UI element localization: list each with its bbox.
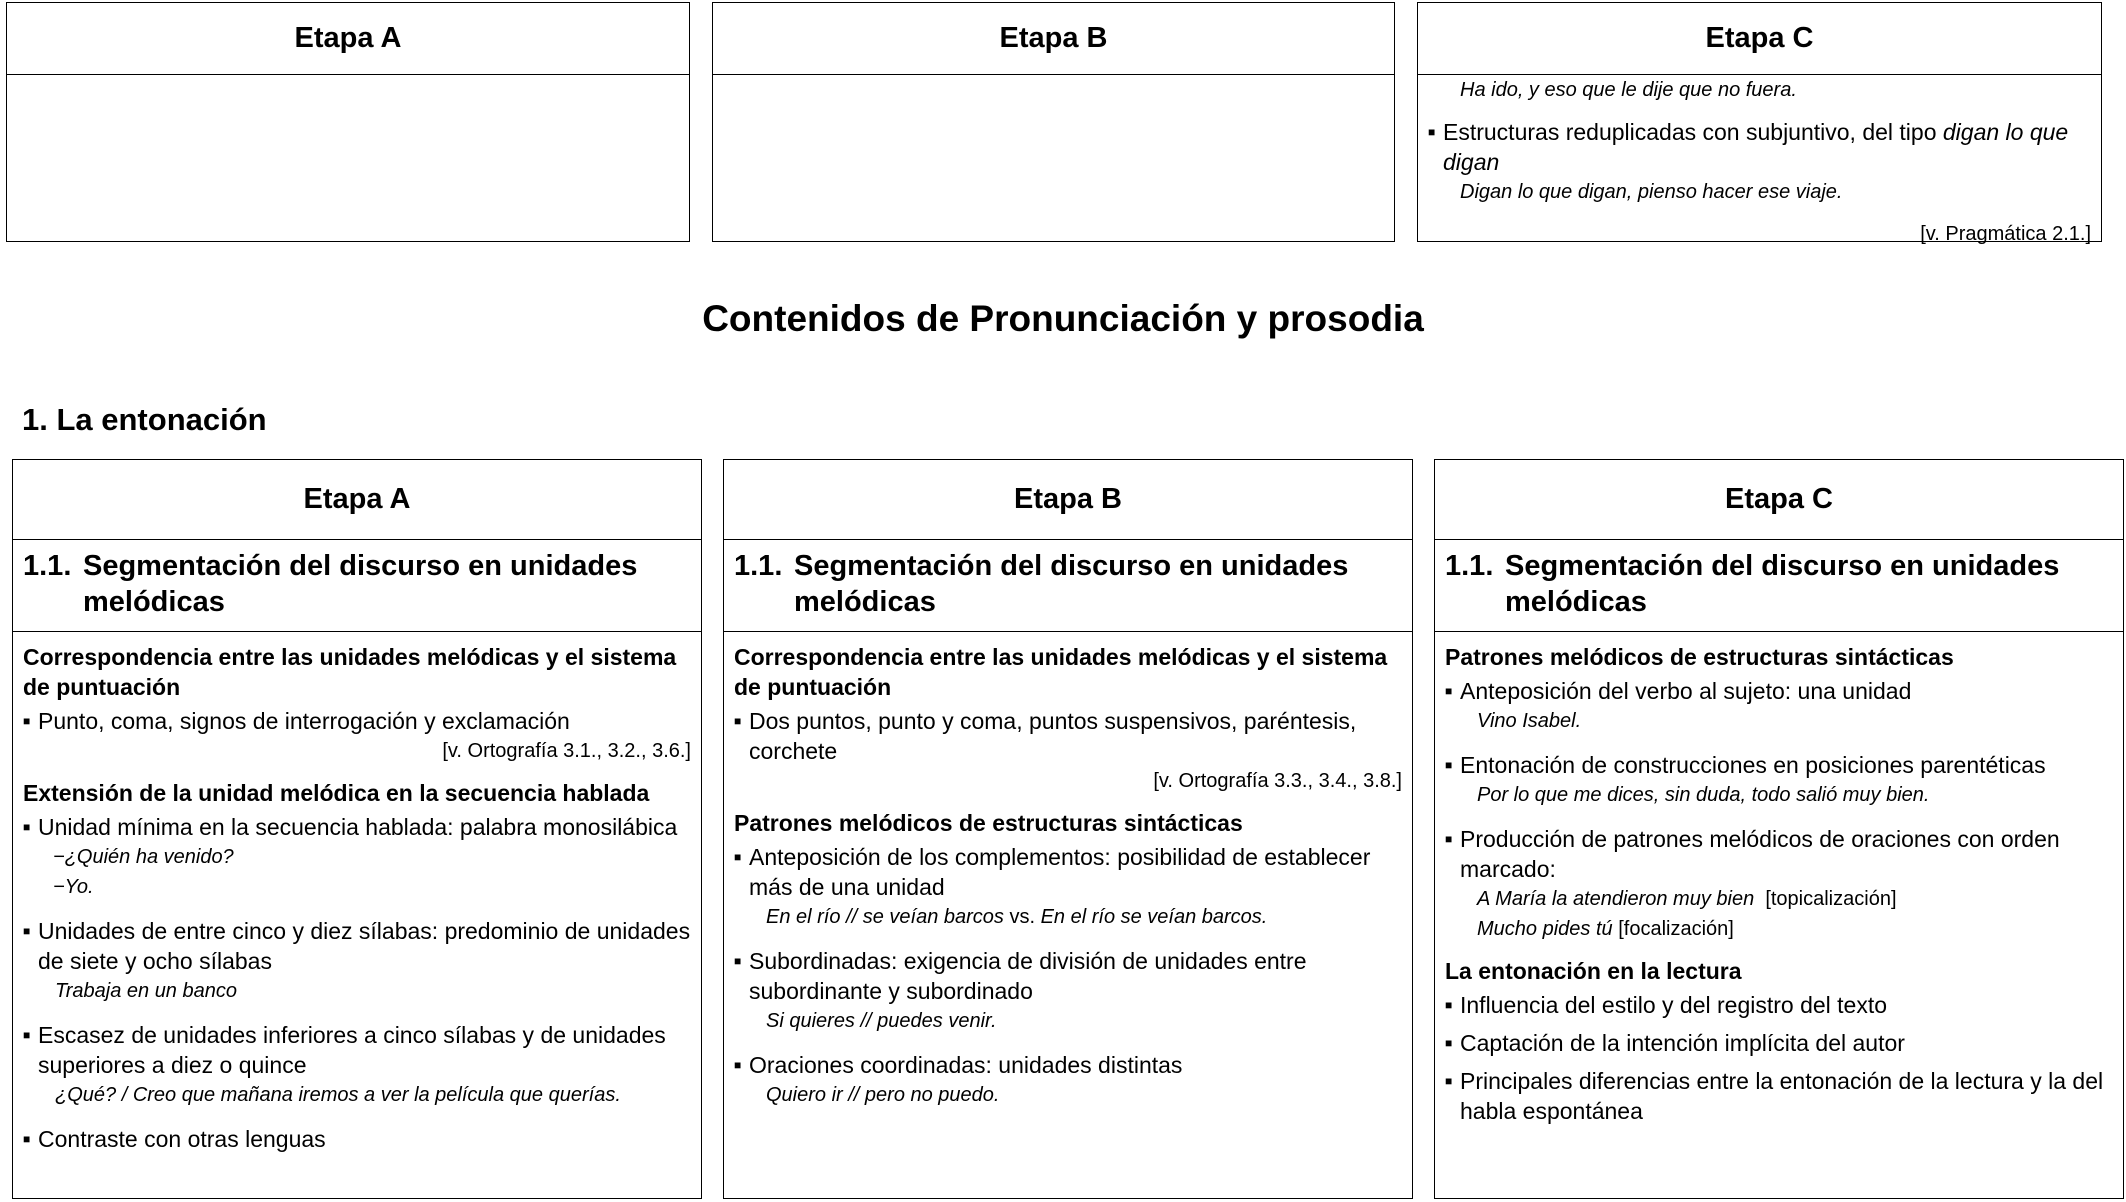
col-b-header: Etapa B: [724, 460, 1412, 540]
col-a-item-2: ■ Unidad mínima en la secuencia hablada: palabra monosilábica: [23, 812, 691, 842]
col-c-category-2: La entonación en la lectura: [1445, 958, 1742, 984]
col-c-sub-number: 1.1.: [1445, 550, 1494, 582]
col-c-sub-title: Segmentación del discurso en unidades melódicas: [1505, 550, 2060, 618]
col-b-example-4: Quiero ir // pero no puedo.: [766, 1084, 1000, 1106]
top-col-a: [6, 2, 690, 242]
col-c-example-1: Vino Isabel.: [1477, 710, 1582, 732]
col-c-item-2: ■ Entonación de construcciones en posiciones parentéticas: [1445, 750, 2113, 780]
col-a-item-5: ■ Contraste con otras lenguas: [23, 1124, 691, 1154]
col-c-example-3b: [1445, 914, 2113, 944]
col-b-sub-title: Segmentación del discurso en unidades melódicas: [794, 550, 1349, 618]
col-c-example-3a-text: A María la atendieron muy bien: [1477, 888, 1755, 910]
top-example-1: Ha ido, y eso que le dije que no fuera.: [1460, 79, 1797, 101]
col-c-example-3a: [1445, 884, 2113, 914]
col-a-example-2b: −Yo.: [53, 876, 94, 898]
col-b-category-1: Correspondencia entre las unidades melódicas y el sistema de puntuación: [734, 644, 1388, 700]
col-a-example-4: ¿Qué? / Creo que mañana iremos a ver la película que querías.: [55, 1084, 621, 1106]
top-col-a-header: Etapa A: [7, 3, 689, 75]
col-c-header: Etapa C: [1435, 460, 2123, 540]
col-a-item-3: ■ Unidades de entre cinco y diez sílabas: predominio de unidades de siete y ocho sílabas: [23, 916, 691, 976]
entonacion-title: 1. La entonación: [22, 402, 267, 437]
col-b-sub-number: 1.1.: [734, 550, 783, 582]
col-a-example-3: Trabaja en un banco: [55, 980, 237, 1002]
col-b-example-3: Si quieres // puedes venir.: [766, 1010, 997, 1032]
section-title: Contenidos de Pronunciación y prosodia: [702, 298, 1424, 339]
col-a-sub-title: Segmentación del discurso en unidades melódicas: [83, 550, 638, 618]
col-c-item-5: ■ Captación de la intención implícita del autor: [1445, 1028, 2113, 1058]
col-b-item-4: ■ Oraciones coordinadas: unidades distintas: [734, 1050, 1402, 1080]
top-item-text: Estructuras reduplicadas con subjuntivo, del tipo: [1443, 119, 1943, 145]
col-b-subheading: [724, 540, 1412, 632]
col-c-item-3: ■ Producción de patrones melódicos de oraciones con orden marcado:: [1445, 824, 2113, 884]
top-item-italic: digan lo que digan: [1443, 119, 2069, 175]
col-a: [12, 459, 702, 1199]
col-a-category-2: Extensión de la unidad melódica en la secuencia hablada: [23, 780, 650, 806]
col-b-item-3: ■ Subordinadas: exigencia de división de unidades entre subordinante y subordinado: [734, 946, 1402, 1006]
col-a-category-1: Correspondencia entre las unidades melódicas y el sistema de puntuación: [23, 644, 677, 700]
col-c-item-1: ■ Anteposición del verbo al sujeto: una unidad: [1445, 676, 2113, 706]
col-c: [1434, 459, 2124, 1199]
col-c-item-4: ■ Influencia del estilo y del registro del texto: [1445, 990, 2113, 1020]
col-b-reference-1: [v. Ortografía 3.3., 3.4., 3.8.]: [1153, 770, 1402, 792]
col-c-category-1: Patrones melódicos de estructuras sintácticas: [1445, 644, 1954, 670]
top-example-2: Digan lo que digan, pienso hacer ese viaje.: [1460, 181, 1843, 203]
col-a-reference-1: [v. Ortografía 3.1., 3.2., 3.6.]: [442, 740, 691, 762]
col-b: [723, 459, 1413, 1199]
col-c-example-3b-tag: [focalización]: [1618, 918, 1734, 940]
col-a-header: Etapa A: [13, 460, 701, 540]
col-c-subheading: [1435, 540, 2123, 632]
top-col-b-header: Etapa B: [713, 3, 1394, 75]
col-a-item-4: ■ Escasez de unidades inferiores a cinco sílabas y de unidades superiores a diez o quince: [23, 1020, 691, 1080]
col-b-example-2: [734, 902, 1402, 932]
top-col-b: [712, 2, 1395, 242]
col-b-example-2-vs: vs.: [1003, 906, 1041, 928]
col-c-example-2: Por lo que me dices, sin duda, todo salió muy bien.: [1477, 784, 1930, 806]
col-a-subheading: [13, 540, 701, 632]
col-c-example-3a-tag: [topicalización]: [1765, 888, 1897, 910]
col-c-example-3b-text: Mucho pides tú: [1477, 918, 1613, 940]
col-c-item-6: ■ Principales diferencias entre la entonación de la lectura y la del habla espontánea: [1445, 1066, 2113, 1126]
col-b-example-2-part1: En el río // se veían barcos: [766, 906, 1004, 928]
top-item-reduplicadas: [1428, 117, 2091, 177]
top-reference: [v. Pragmática 2.1.]: [1920, 223, 2091, 245]
col-b-item-1: ■ Dos puntos, punto y coma, puntos suspensivos, paréntesis, corchete: [734, 706, 1402, 766]
col-b-item-2: ■ Anteposición de los complementos: posibilidad de establecer más de una unidad: [734, 842, 1402, 902]
top-col-c: [1417, 2, 2102, 245]
col-b-category-2: Patrones melódicos de estructuras sintácticas: [734, 810, 1243, 836]
col-a-sub-number: 1.1.: [23, 550, 72, 582]
col-b-example-2-part2: En el río se veían barcos.: [1040, 906, 1268, 928]
top-col-c-header: Etapa C: [1418, 3, 2101, 75]
col-a-example-2a: −¿Quién ha venido?: [53, 846, 234, 868]
col-a-item-1: ■ Punto, coma, signos de interrogación y exclamación: [23, 706, 691, 736]
